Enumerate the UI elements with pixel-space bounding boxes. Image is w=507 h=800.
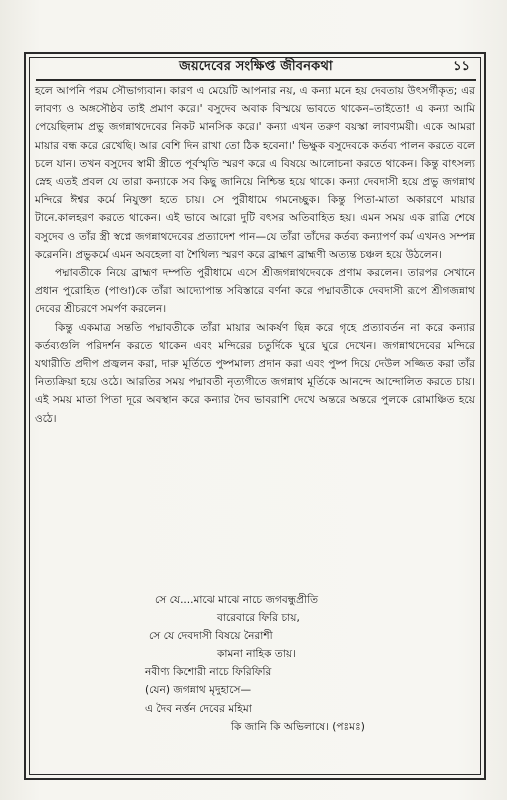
running-header-title: জয়দেবের সংক্ষিপ্ত জীবনকথা: [179, 59, 333, 74]
verse-line: এ দৈব নর্ত্তন দেবের মহিমা: [145, 702, 252, 715]
verse-block: [35, 591, 475, 736]
verse-line: বারেবারে ফিরি চায়,: [217, 612, 300, 625]
running-header: [40, 55, 472, 77]
paragraph: হলে আপনি পরম সৌভাগ্যবান। কারণ এ মেয়েটি আপনার নয়, এ কন্যা মনে হয় দেবতায় উৎসর্গীকৃত; এর লাবণ্য ও অঙ্গসৌষ্ঠব তাই প্রমাণ করে।' বসুদেব অবাক বিস্ময়ে ভাবতে থাকেন–তাইতো! এ কন্যা আমি পেয়েছিলাম প্রভু জগন্নাথদেবের নিকট মানসিক করে।' কন্যা এখন তরুণ বয়স্কা লাবণ্যময়ী। একে আমরা মায়ার বন্ধ করে রেখেছি। আর বেশি দিন রাখা তো ঠিক হবেনা।' ভিক্ষুক বসুদেবকে কর্তব্য পালন করতে বলে চলে যান। তখন বসুদেব স্বামী স্ত্রীতে পূর্বস্মৃতি স্মরণ করে এ বিষয়ে আলোচনা করতে থাকেন। কিন্তু বাৎসল্য স্নেহ এতই প্রবল যে তারা কন্যাকে সব কিছু জানিয়ে নিশ্চিন্ত হয়ে থাকে। কন্যা দেবদাসী হয়ে প্রভু জগন্নাথ মন্দিরে ঈশ্বর কর্মে নিযুক্তা হতে চায়। সে পুরীধামে গমনেচ্ছুক। কিন্তু পিতা-মাতা অকারণে মায়ার টানে.কালহরণ করতে থাকেন। এই ভাবে আরো দুটি বৎসর অতিবাহিত হয়। এমন সময় এক রাত্রি শেষে বসুদেব ও তাঁর স্ত্রী স্বপ্নে জগন্নাথদেবের প্রত্যাদেশ পান—যে তাঁরা তাঁদের কর্তব্য কন্যাপর্ণ কর্ম এখনও সম্পন্ন করেননি। প্রভুকর্মে এমন অবহেলা বা শৈথিল্য স্মরণ করে ব্রাহ্মণ ব্রাহ্মণী অত্যন্ত চঞ্চল হয়ে উঠলেন।: [35, 85, 475, 261]
verse-line: কি জানি কি অভিলাষে। (পঃমঃ): [231, 720, 365, 733]
header-divider: [36, 79, 476, 81]
verse-line: নবীণ্য কিশোরী নাচে ফিরিফিরি: [145, 666, 272, 679]
verse-line: (যেন) জগন্নাথ মৃদুহাসে—: [145, 684, 252, 697]
verse-line: কামনা নাহিক তায়।: [217, 648, 296, 661]
paragraph: কিন্তু একমাত্র সন্ততি পদ্মাবতীকে তাঁরা মায়ার আকর্ষণ ছিন্ন করে গৃহে প্রত্যাবর্তন না করে কন্যার কর্তব্যগুলি পরিদর্শন করতে থাকেন এবং মন্দিরের চতুর্দিকে ঘুরে ঘুরে দেখেন। জগন্নাথদেবের মন্দিরে যথারীতি প্রদীপ প্রজ্বলন করা, দারু মূর্তিতে পুষ্পমাল্য প্রদান করা এবং পুষ্প দিয়ে দেউল সজ্জিত করা তাঁর নিত্যক্রিয়া হয়ে ওঠে। আরতির সময় পদ্মাবতী নৃত্যগীতে জগন্নাথ মূর্তিকে আনন্দে আন্দোলিত করতে চায়। এই সময় মাতা পিতা দূরে অবস্থান করে কন্যার দৈব ভাবরাশি দেখে অন্তরে অন্তরে পুলকে রোমাঞ্চিত হয়ে ওঠে।: [35, 321, 475, 425]
paragraph: পদ্মাবতীকে নিয়ে ব্রাহ্মণ দম্পতি পুরীধামে এসে শ্রীজগন্নাথদেবকে প্রণাম করলেন। তারপর সেখানে প্রধান পুরোহিত (পাণ্ডা)কে তাঁরা আদ্যোপান্ত সবিস্তারে বর্ণনা করে পদ্মাবতীকে দেবদাসী রূপে শ্রীগজন্নাথ দেবের শ্রীচরণে সমর্পণ করলেন।: [35, 267, 475, 316]
page-number: ১১: [453, 59, 470, 74]
verse-line: সে যে দেবদাসী বিষয়ে নৈরাশী: [149, 630, 273, 643]
body-text: [35, 82, 475, 428]
verse-line: সে যে....মাঝে মাঝে নাচে জগবন্ধুপ্রীতি: [155, 594, 319, 606]
